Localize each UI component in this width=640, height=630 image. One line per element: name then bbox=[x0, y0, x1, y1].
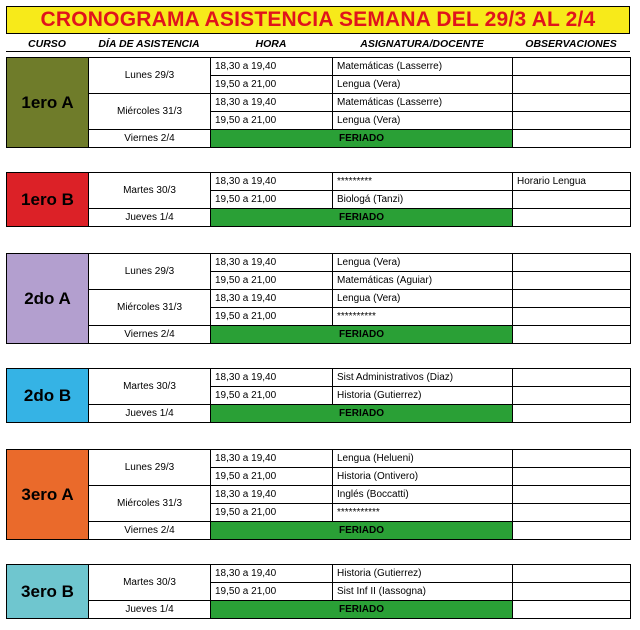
time-cell: 18,30 a 19,40 bbox=[211, 173, 333, 191]
table-row bbox=[7, 565, 631, 583]
course-group-table bbox=[6, 564, 631, 619]
subject-cell: Lengua (Helueni) bbox=[333, 450, 513, 468]
course-cell: 3ero B bbox=[7, 565, 89, 619]
table-row bbox=[7, 369, 631, 387]
observation-cell bbox=[513, 254, 631, 272]
table-row bbox=[7, 94, 631, 112]
holiday-cell: FERIADO bbox=[211, 522, 513, 540]
subject-cell: ********** bbox=[333, 308, 513, 326]
subject-cell: Biologá (Tanzi) bbox=[333, 191, 513, 209]
course-cell: 2do B bbox=[7, 369, 89, 423]
subject-cell: Inglés (Boccatti) bbox=[333, 486, 513, 504]
time-cell: 19,50 a 21,00 bbox=[211, 387, 333, 405]
subject-cell: Matemáticas (Lasserre) bbox=[333, 58, 513, 76]
observation-cell bbox=[513, 387, 631, 405]
course-group-table bbox=[6, 253, 631, 344]
day-cell: Viernes 2/4 bbox=[89, 522, 211, 540]
day-cell: Lunes 29/3 bbox=[89, 450, 211, 486]
table-row bbox=[7, 254, 631, 272]
observation-cell bbox=[513, 76, 631, 94]
subject-cell: Historia (Ontivero) bbox=[333, 468, 513, 486]
holiday-cell: FERIADO bbox=[211, 405, 513, 423]
subject-cell: Sist Administrativos (Diaz) bbox=[333, 369, 513, 387]
subject-cell: Lengua (Vera) bbox=[333, 76, 513, 94]
holiday-row bbox=[7, 601, 631, 619]
course-group-table bbox=[6, 449, 631, 540]
day-cell: Miércoles 31/3 bbox=[89, 486, 211, 522]
day-cell: Jueves 1/4 bbox=[89, 209, 211, 227]
day-cell: Martes 30/3 bbox=[89, 565, 211, 601]
observation-cell bbox=[513, 130, 631, 148]
observation-cell bbox=[513, 272, 631, 290]
observation-cell bbox=[513, 565, 631, 583]
time-cell: 19,50 a 21,00 bbox=[211, 112, 333, 130]
subject-cell: Matemáticas (Aguiar) bbox=[333, 272, 513, 290]
course-cell: 1ero B bbox=[7, 173, 89, 227]
table-row bbox=[7, 58, 631, 76]
holiday-cell: FERIADO bbox=[211, 601, 513, 619]
observation-cell bbox=[513, 601, 631, 619]
holiday-cell: FERIADO bbox=[211, 130, 513, 148]
subject-cell: Matemáticas (Lasserre) bbox=[333, 94, 513, 112]
observation-cell bbox=[513, 468, 631, 486]
observation-cell bbox=[513, 369, 631, 387]
holiday-cell: FERIADO bbox=[211, 209, 513, 227]
course-cell: 2do A bbox=[7, 254, 89, 344]
course-cell: 3ero A bbox=[7, 450, 89, 540]
subject-cell: Lengua (Vera) bbox=[333, 254, 513, 272]
time-cell: 19,50 a 21,00 bbox=[211, 504, 333, 522]
observation-cell bbox=[513, 405, 631, 423]
time-cell: 18,30 a 19,40 bbox=[211, 254, 333, 272]
header-dia: DÍA DE ASISTENCIA bbox=[88, 36, 210, 52]
observation-cell bbox=[513, 326, 631, 344]
day-cell: Lunes 29/3 bbox=[89, 58, 211, 94]
course-group-table bbox=[6, 172, 631, 227]
day-cell: Martes 30/3 bbox=[89, 173, 211, 209]
course-group-table bbox=[6, 368, 631, 423]
observation-cell bbox=[513, 290, 631, 308]
holiday-row bbox=[7, 209, 631, 227]
day-cell: Lunes 29/3 bbox=[89, 254, 211, 290]
table-row bbox=[7, 486, 631, 504]
page-title: CRONOGRAMA ASISTENCIA SEMANA DEL 29/3 AL 2/4 bbox=[40, 8, 596, 31]
subject-cell: Historia (Gutierrez) bbox=[333, 387, 513, 405]
day-cell: Jueves 1/4 bbox=[89, 601, 211, 619]
observation-cell bbox=[513, 504, 631, 522]
day-cell: Viernes 2/4 bbox=[89, 130, 211, 148]
subject-cell: Lengua (Vera) bbox=[333, 112, 513, 130]
header-observaciones: OBSERVACIONES bbox=[512, 36, 630, 52]
day-cell: Martes 30/3 bbox=[89, 369, 211, 405]
observation-cell bbox=[513, 58, 631, 76]
observation-cell bbox=[513, 112, 631, 130]
table-row bbox=[7, 450, 631, 468]
time-cell: 18,30 a 19,40 bbox=[211, 369, 333, 387]
holiday-row bbox=[7, 130, 631, 148]
table-row bbox=[7, 290, 631, 308]
time-cell: 19,50 a 21,00 bbox=[211, 191, 333, 209]
time-cell: 18,30 a 19,40 bbox=[211, 565, 333, 583]
header-curso: CURSO bbox=[6, 36, 88, 52]
observation-cell: Horario Lengua bbox=[513, 173, 631, 191]
time-cell: 19,50 a 21,00 bbox=[211, 272, 333, 290]
course-group-table bbox=[6, 57, 631, 148]
table-row bbox=[7, 173, 631, 191]
holiday-row bbox=[7, 405, 631, 423]
subject-cell: *********** bbox=[333, 504, 513, 522]
time-cell: 19,50 a 21,00 bbox=[211, 308, 333, 326]
title-banner bbox=[6, 6, 630, 34]
observation-cell bbox=[513, 522, 631, 540]
time-cell: 18,30 a 19,40 bbox=[211, 450, 333, 468]
subject-cell: ********* bbox=[333, 173, 513, 191]
observation-cell bbox=[513, 94, 631, 112]
observation-cell bbox=[513, 486, 631, 504]
subject-cell: Lengua (Vera) bbox=[333, 290, 513, 308]
holiday-row bbox=[7, 326, 631, 344]
observation-cell bbox=[513, 308, 631, 326]
observation-cell bbox=[513, 191, 631, 209]
observation-cell bbox=[513, 209, 631, 227]
time-cell: 19,50 a 21,00 bbox=[211, 76, 333, 94]
holiday-cell: FERIADO bbox=[211, 326, 513, 344]
holiday-row bbox=[7, 522, 631, 540]
course-cell: 1ero A bbox=[7, 58, 89, 148]
day-cell: Miércoles 31/3 bbox=[89, 94, 211, 130]
subject-cell: Sist Inf II (Iassogna) bbox=[333, 583, 513, 601]
time-cell: 19,50 a 21,00 bbox=[211, 583, 333, 601]
observation-cell bbox=[513, 450, 631, 468]
observation-cell bbox=[513, 583, 631, 601]
time-cell: 18,30 a 19,40 bbox=[211, 290, 333, 308]
day-cell: Viernes 2/4 bbox=[89, 326, 211, 344]
time-cell: 18,30 a 19,40 bbox=[211, 486, 333, 504]
time-cell: 18,30 a 19,40 bbox=[211, 94, 333, 112]
day-cell: Jueves 1/4 bbox=[89, 405, 211, 423]
header-hora: HORA bbox=[210, 36, 332, 52]
time-cell: 19,50 a 21,00 bbox=[211, 468, 333, 486]
subject-cell: Historia (Gutierrez) bbox=[333, 565, 513, 583]
day-cell: Miércoles 31/3 bbox=[89, 290, 211, 326]
header-asignatura: ASIGNATURA/DOCENTE bbox=[332, 36, 512, 52]
time-cell: 18,30 a 19,40 bbox=[211, 58, 333, 76]
